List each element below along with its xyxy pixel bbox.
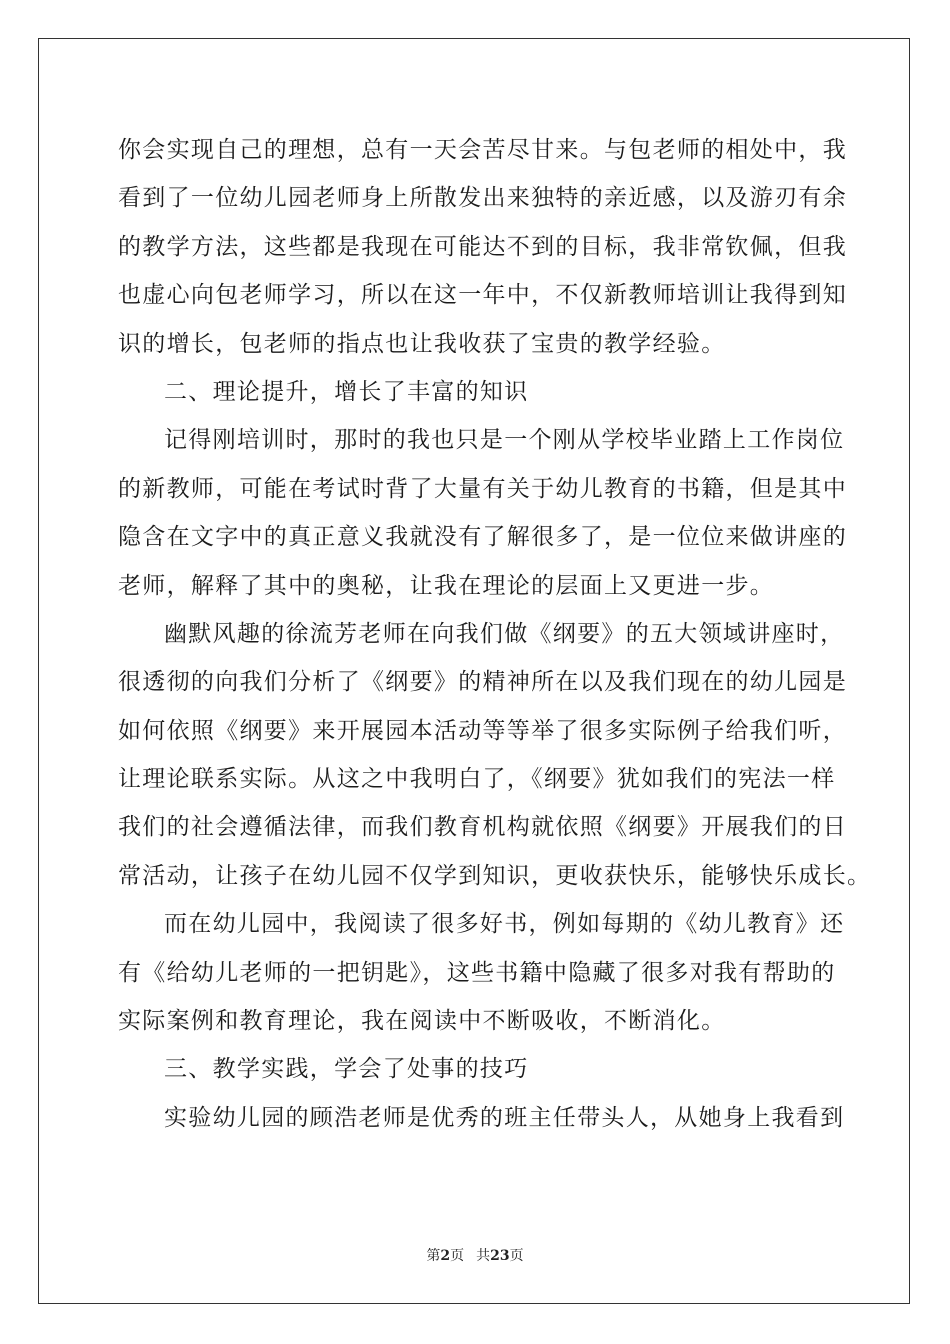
document-body <box>118 126 872 1142</box>
page-prefix: 第 <box>426 1248 441 1264</box>
text-line: 隐含在文字中的真正意义我就没有了解很多了，是一位位来做讲座的 <box>118 524 847 551</box>
text-line: 你会实现自己的理想，总有一天会苦尽甘来。与包老师的相处中，我 <box>118 137 847 163</box>
total-pages: 23 <box>490 1248 510 1264</box>
text-line: 如何依照《纲要》来开展园本活动等等举了很多实际例子给我们听， <box>118 717 847 744</box>
text-line: 让理论联系实际。从这之中我明白了，《纲要》犹如我们的宪法一样 <box>118 766 836 793</box>
text-line: 实验幼儿园的顾浩老师是优秀的班主任带头人，从她身上我看到 <box>164 1104 845 1131</box>
text-line: 很透彻的向我们分析了《纲要》的精神所在以及我们现在的幼儿园是 <box>118 669 847 696</box>
text-line: 老师，解释了其中的奥秘，让我在理论的层面上又更进一步。 <box>118 572 775 599</box>
text-line: 看到了一位幼儿园老师身上所散发出来独特的亲近感，以及游刃有余 <box>118 185 847 212</box>
page-footer <box>0 1245 950 1265</box>
text-line: 也虚心向包老师学习，所以在这一年中，不仅新教师培训让我得到知 <box>118 282 847 309</box>
section-heading: 二、理论提升，增长了丰富的知识 <box>164 378 529 405</box>
text-line: 而在幼儿园中，我阅读了很多好书，例如每期的《幼儿教育》还 <box>164 911 845 938</box>
text-line: 记得刚培训时，那时的我也只是一个刚从学校毕业踏上工作岗位 <box>164 427 845 454</box>
page-number: 2 <box>440 1248 451 1264</box>
total-suffix: 页 <box>509 1248 524 1264</box>
text-line: 的教学方法，这些都是我现在可能达不到的目标，我非常钦佩，但我 <box>118 233 847 260</box>
text-line: 我们的社会遵循法律，而我们教育机构就依照《纲要》开展我们的日 <box>118 814 847 841</box>
text-line: 幽默风趣的徐流芳老师在向我们做《纲要》的五大领域讲座时， <box>164 620 845 647</box>
total-prefix: 共 <box>476 1248 491 1264</box>
text-line: 的新教师，可能在考试时背了大量有关于幼儿教育的书籍，但是其中 <box>118 475 847 502</box>
text-line: 实际案例和教育理论，我在阅读中不断吸收，不断消化。 <box>118 1008 726 1035</box>
text-line: 识的增长，包老师的指点也让我收获了宝贵的教学经验。 <box>118 330 726 357</box>
page-suffix: 页 <box>450 1248 465 1264</box>
text-line: 有《给幼儿老师的一把钥匙》，这些书籍中隐藏了很多对我有帮助的 <box>118 959 836 986</box>
section-heading: 三、教学实践，学会了处事的技巧 <box>164 1056 529 1083</box>
text-line: 常活动，让孩子在幼儿园不仅学到知识，更收获快乐，能够快乐成长。 <box>118 862 872 889</box>
